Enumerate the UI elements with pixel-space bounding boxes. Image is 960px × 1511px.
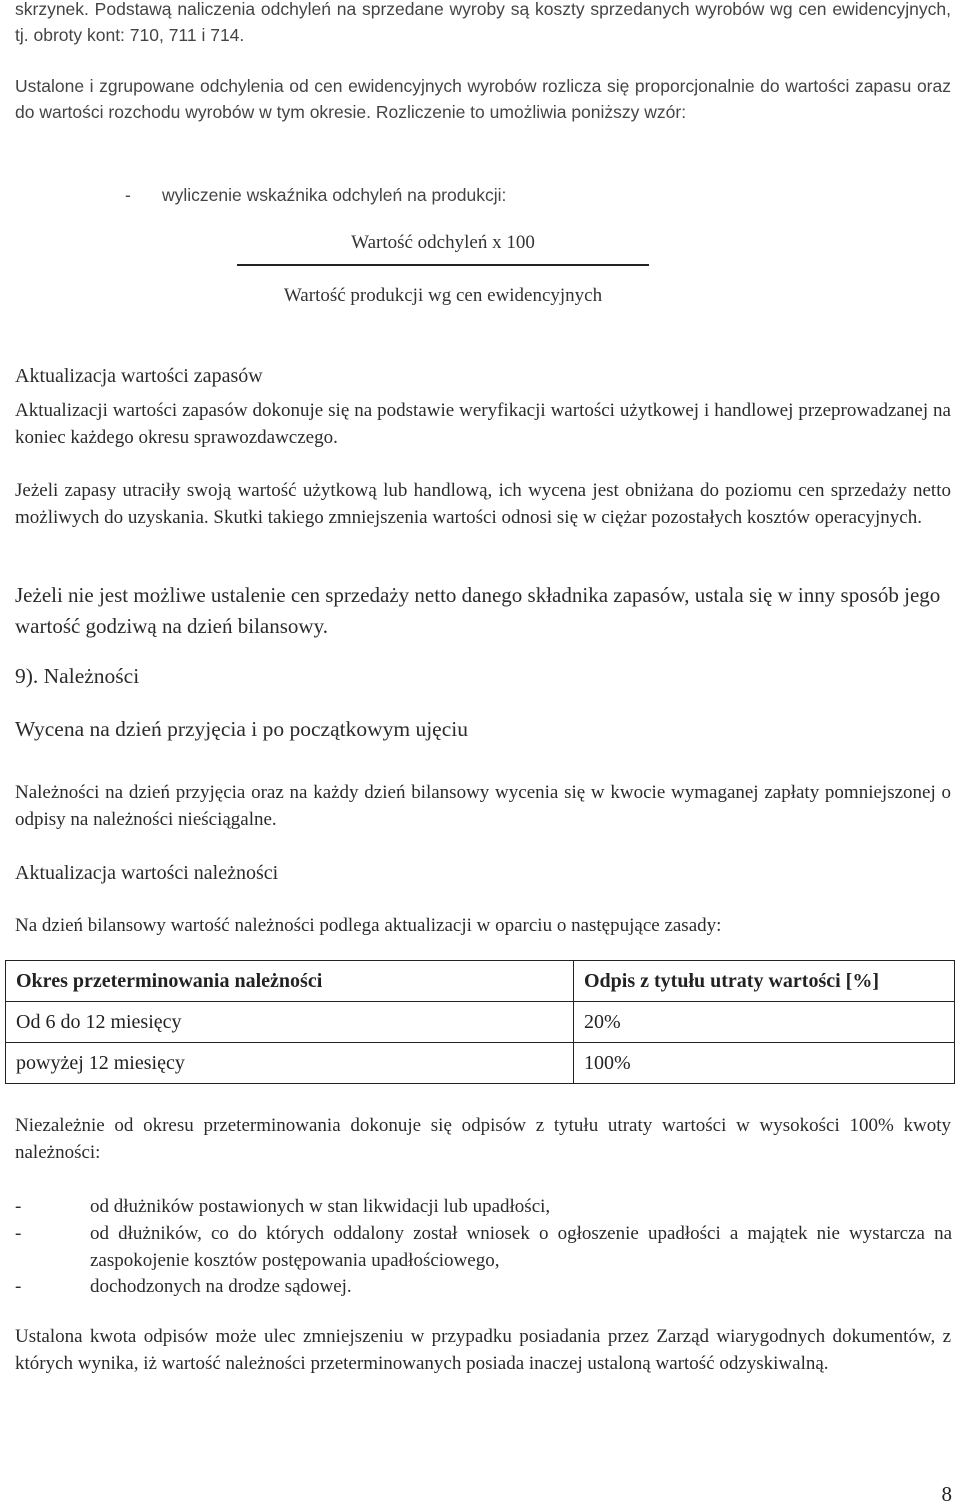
page-number: 8 — [941, 1482, 952, 1506]
list-item — [15, 1220, 952, 1274]
table-cell: Od 6 do 12 miesięcy — [6, 1002, 574, 1043]
intro-paragraph: skrzynek. Podstawą naliczenia odchyleń na sprzedane wyroby są koszty sprzedanych wyrobów wg cen ewidencyjnych, tj. obroty kont: 710, 711 i 714. — [15, 0, 951, 45]
formula-fraction-line — [237, 264, 649, 266]
formula-label: wyliczenie wskaźnika odchyleń na produkcji: — [162, 185, 507, 205]
receivables-subheading: Wycena na dzień przyjęcia i po początkowym ujęciu — [15, 717, 468, 741]
formula-dash: - — [125, 185, 131, 205]
inventory-paragraph-3: Jeżeli nie jest możliwe ustalenie cen sprzedaży netto danego składnika zapasów, ustala się w inny sposób jego wartość godziwą na dzień bilansowy. — [15, 583, 941, 638]
table-cell: 20% — [574, 1002, 955, 1043]
list-dash: - — [15, 1276, 22, 1297]
list-item-text: od dłużników, co do których oddalony został wniosek o ogłoszenie upadłości a majątek nie wystarcza na zaspokojenie kosztów postępowania upadłościowego, — [90, 1223, 952, 1271]
list-item-text: dochodzonych na drodze sądowej. — [90, 1276, 352, 1297]
list-dash: - — [15, 1223, 22, 1244]
receivables-update-heading: Aktualizacja wartości należności — [15, 862, 279, 884]
inventory-paragraph-1: Aktualizacji wartości zapasów dokonuje się na podstawie weryfikacji wartości użytkowej i handlowej przeprowadzanej na koniec każdego okresu sprawozdawczego. — [15, 400, 951, 448]
list-item-text: od dłużników postawionych w stan likwidacji lub upadłości, — [90, 1196, 551, 1217]
write-off-table — [5, 960, 955, 1084]
table-cell: powyżej 12 miesięcy — [6, 1043, 574, 1084]
table-row — [6, 1002, 955, 1043]
list-item — [15, 1193, 952, 1220]
list-item — [15, 1273, 952, 1300]
independent-write-off-paragraph: Niezależnie od okresu przeterminowania dokonuje się odpisów z tytułu utraty wartości w wysokości 100% kwoty należności: — [15, 1115, 951, 1163]
formula-denominator: Wartość produkcji wg cen ewidencyjnych — [283, 285, 603, 306]
table-header-cell: Okres przeterminowania należności — [6, 961, 574, 1002]
receivables-update-intro: Na dzień bilansowy wartość należności podlega aktualizacji w oparciu o następujące zasady: — [15, 915, 722, 936]
list-dash: - — [15, 1196, 22, 1217]
formula-numerator: Wartość odchyleń x 100 — [351, 232, 535, 253]
table-header-cell: Odpis z tytułu utraty wartości [%] — [574, 961, 955, 1002]
inventory-paragraph-2: Jeżeli zapasy utraciły swoją wartość użytkową lub handlową, ich wycena jest obniżana do poziomu cen sprzedaży netto możliwych do uzyskania. Skutki takiego zmniejszenia wartości odnosi się w ciężar pozostałych kosztów operacyjnych. — [15, 480, 951, 528]
table-cell: 100% — [574, 1043, 955, 1084]
table-header-row — [6, 961, 955, 1002]
final-paragraph: Ustalona kwota odpisów może ulec zmniejszeniu w przypadku posiadania przez Zarząd wiarygodnych dokumentów, z których wynika, iż wartość należności przeterminowanych posiada inaczej ustaloną wartość odzyskiwalną. — [15, 1326, 951, 1374]
receivables-heading: 9). Należności — [15, 664, 140, 688]
settlement-paragraph: Ustalone i zgrupowane odchylenia od cen ewidencyjnych wyrobów rozlicza się proporcjonalnie do wartości zapasu oraz do wartości rozchodu wyrobów w tym okresie. Rozliczenie to umożliwia poniższy wzór: — [15, 76, 951, 122]
inventory-heading: Aktualizacja wartości zapasów — [15, 365, 263, 387]
receivables-paragraph-1: Należności na dzień przyjęcia oraz na każdy dzień bilansowy wycenia się w kwocie wymaganej zapłaty pomniejszonej o odpisy na należności nieściągalne. — [15, 782, 951, 830]
table-row — [6, 1043, 955, 1084]
